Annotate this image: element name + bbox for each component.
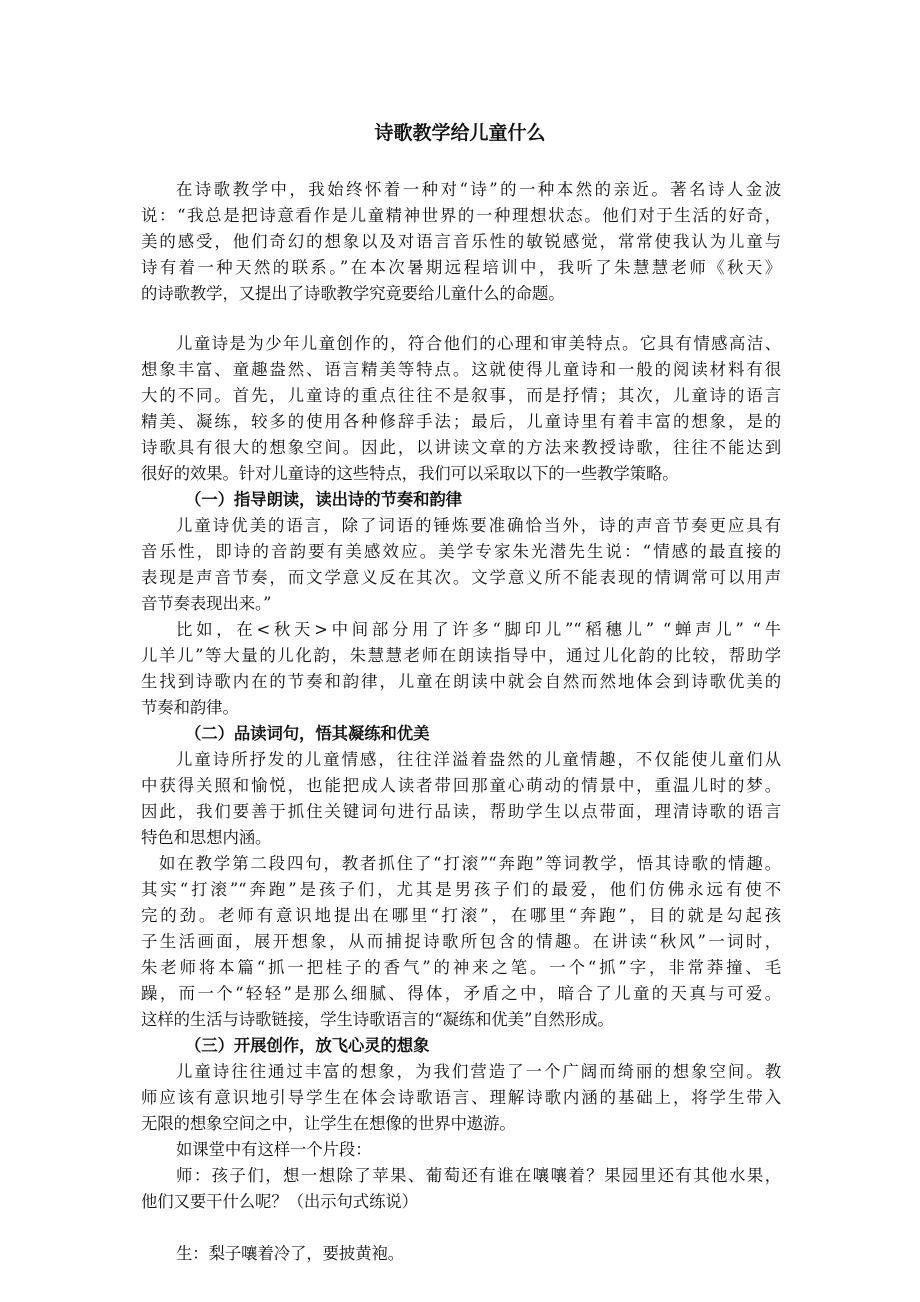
paragraph-line: 因此，我们要善于抓住关键词句进行品读，帮助学生以点带面，理清诗歌的语言	[141, 802, 781, 821]
paragraph-line: 音节奏表现出来。”	[141, 594, 272, 613]
paragraph-line: 他们又要干什么呢？（出示句式练说）	[141, 1192, 418, 1211]
paragraph-line: 生找到诗歌内在的节奏和韵律，儿童在朗读中就会自然而然地体会到诗歌优美的	[141, 672, 781, 691]
section-heading: （一）指导朗读，读出诗的节奏和韵律	[185, 490, 462, 509]
paragraph-line: 儿童诗是为少年儿童创作的，符合他们的心理和审美特点。它具有情感高洁、	[176, 334, 781, 353]
paragraph-line: 如课堂中有这样一个片段：	[176, 1140, 372, 1159]
paragraph-line: 朱老师将本篇“抓一把桂子的香气”的神来之笔。一个“抓”字，非常莽撞、毛	[141, 958, 781, 977]
paragraph-line: 诗有着一种天然的联系。”在本次暑期远程培训中，我听了朱慧慧老师《秋天》	[141, 258, 781, 277]
paragraph-line: 表现是声音节奏，而文学意义反在其次。文学意义所不能表现的情调常可以用声	[141, 568, 781, 587]
paragraph-line: 在诗歌教学中，我始终怀着一种对“诗”的一种本然的亲近。著名诗人金波	[176, 180, 781, 199]
paragraph-line: 生：梨子嚷着冷了，要披黄袍。	[176, 1244, 405, 1263]
paragraph-line: 音乐性，即诗的音韵要有美感效应。美学专家朱光潜先生说：“情感的最直接的	[141, 542, 781, 561]
paragraph-line: 节奏和韵律。	[141, 698, 239, 717]
paragraph-line: 中获得关照和愉悦，也能把成人读者带回那童心萌动的情景中，重温儿时的梦。	[141, 776, 781, 795]
paragraph-gap	[141, 1215, 781, 1241]
paragraph-line: 大的不同。首先，儿童诗的重点往往不是叙事，而是抒情；其次，儿童诗的语言	[141, 386, 781, 405]
paragraph-line: 儿童诗所抒发的儿童情感，往往洋溢着盎然的儿童情趣，不仅能使儿童们从	[176, 750, 781, 769]
paragraph-line: 师：孩子们，想一想除了苹果、葡萄还有谁在嚷嚷着？果园里还有其他水果，	[176, 1166, 781, 1185]
section-heading: （三）开展创作，放飞心灵的想象	[185, 1036, 430, 1055]
paragraph-line: 特色和思想内涵。	[141, 828, 272, 847]
paragraph-line: 诗歌具有很大的想象空间。因此，以讲读文章的方法来教授诗歌，往往不能达到	[141, 438, 781, 457]
paragraph-line: 说：“我总是把诗意看作是儿童精神世界的一种理想状态。他们对于生活的好奇，	[141, 206, 781, 225]
paragraph-line: 比如，在<秋天>中间部分用了许多“脚印儿”“稻穗儿” “蝉声儿” “牛	[176, 620, 781, 639]
paragraph-line: 子生活画面，展开想象，从而捕捉诗歌所包含的情趣。在讲读“秋风”一词时，	[141, 932, 781, 951]
paragraph-line: 精美、凝练，较多的使用各种修辞手法；最后，儿童诗里有着丰富的想象，是的	[141, 412, 781, 431]
paragraph-line: 这样的生活与诗歌链接，学生诗歌语言的“凝练和优美”自然形成。	[141, 1010, 614, 1029]
paragraph-line: 很好的效果。针对儿童诗的这些特点，我们可以采取以下的一些教学策略。	[141, 464, 679, 483]
paragraph-line: 儿童诗优美的语言，除了词语的锤炼要准确恰当外，诗的声音节奏更应具有	[176, 516, 781, 535]
paragraph-line: 其实“打滚”“奔跑”是孩子们，尤其是男孩子们的最爱，他们仿佛永远有使不	[141, 880, 781, 899]
paragraph-gap	[141, 307, 781, 331]
paragraph-line: 师应该有意识地引导学生在体会诗歌语言、理解诗歌内涵的基础上，将学生带入	[141, 1088, 781, 1107]
paragraph-line: 完的劲。老师有意识地提出在哪里“打滚”，在哪里“奔跑”，目的就是勾起孩	[141, 906, 781, 925]
paragraph-line: 的诗歌教学，又提出了诗歌教学究竟要给儿童什么的命题。	[141, 284, 565, 303]
paragraph-line: 儿童诗往往通过丰富的想象，为我们营造了一个广阔而绮丽的想象空间。教	[176, 1062, 781, 1081]
paragraph-line: 美的感受，他们奇幻的想象以及对语言音乐性的敏锐感觉，常常使我认为儿童与	[141, 232, 781, 251]
paragraph-line: 无限的想象空间之中，让学生在想像的世界中遨游。	[141, 1114, 516, 1133]
paragraph-line: 躁，而一个“轻轻”是那么细腻、得体，矛盾之中，暗合了儿童的天真与可爱。	[141, 984, 781, 1003]
paragraph-line: 如在教学第二段四句，教者抓住了“打滚”“奔跑”等词教学，悟其诗歌的情趣。	[159, 854, 781, 873]
document-title: 诗歌教学给儿童什么	[374, 122, 546, 144]
paragraph-line: 儿羊儿”等大量的儿化韵，朱慧慧老师在朗读指导中，通过儿化韵的比较，帮助学	[141, 646, 781, 665]
paragraph-line: 想象丰富、童趣盎然、语言精美等特点。这就使得儿童诗和一般的阅读材料有很	[141, 360, 781, 379]
document-body	[141, 177, 781, 1267]
section-heading: （二）品读词句，悟其凝练和优美	[185, 724, 430, 743]
